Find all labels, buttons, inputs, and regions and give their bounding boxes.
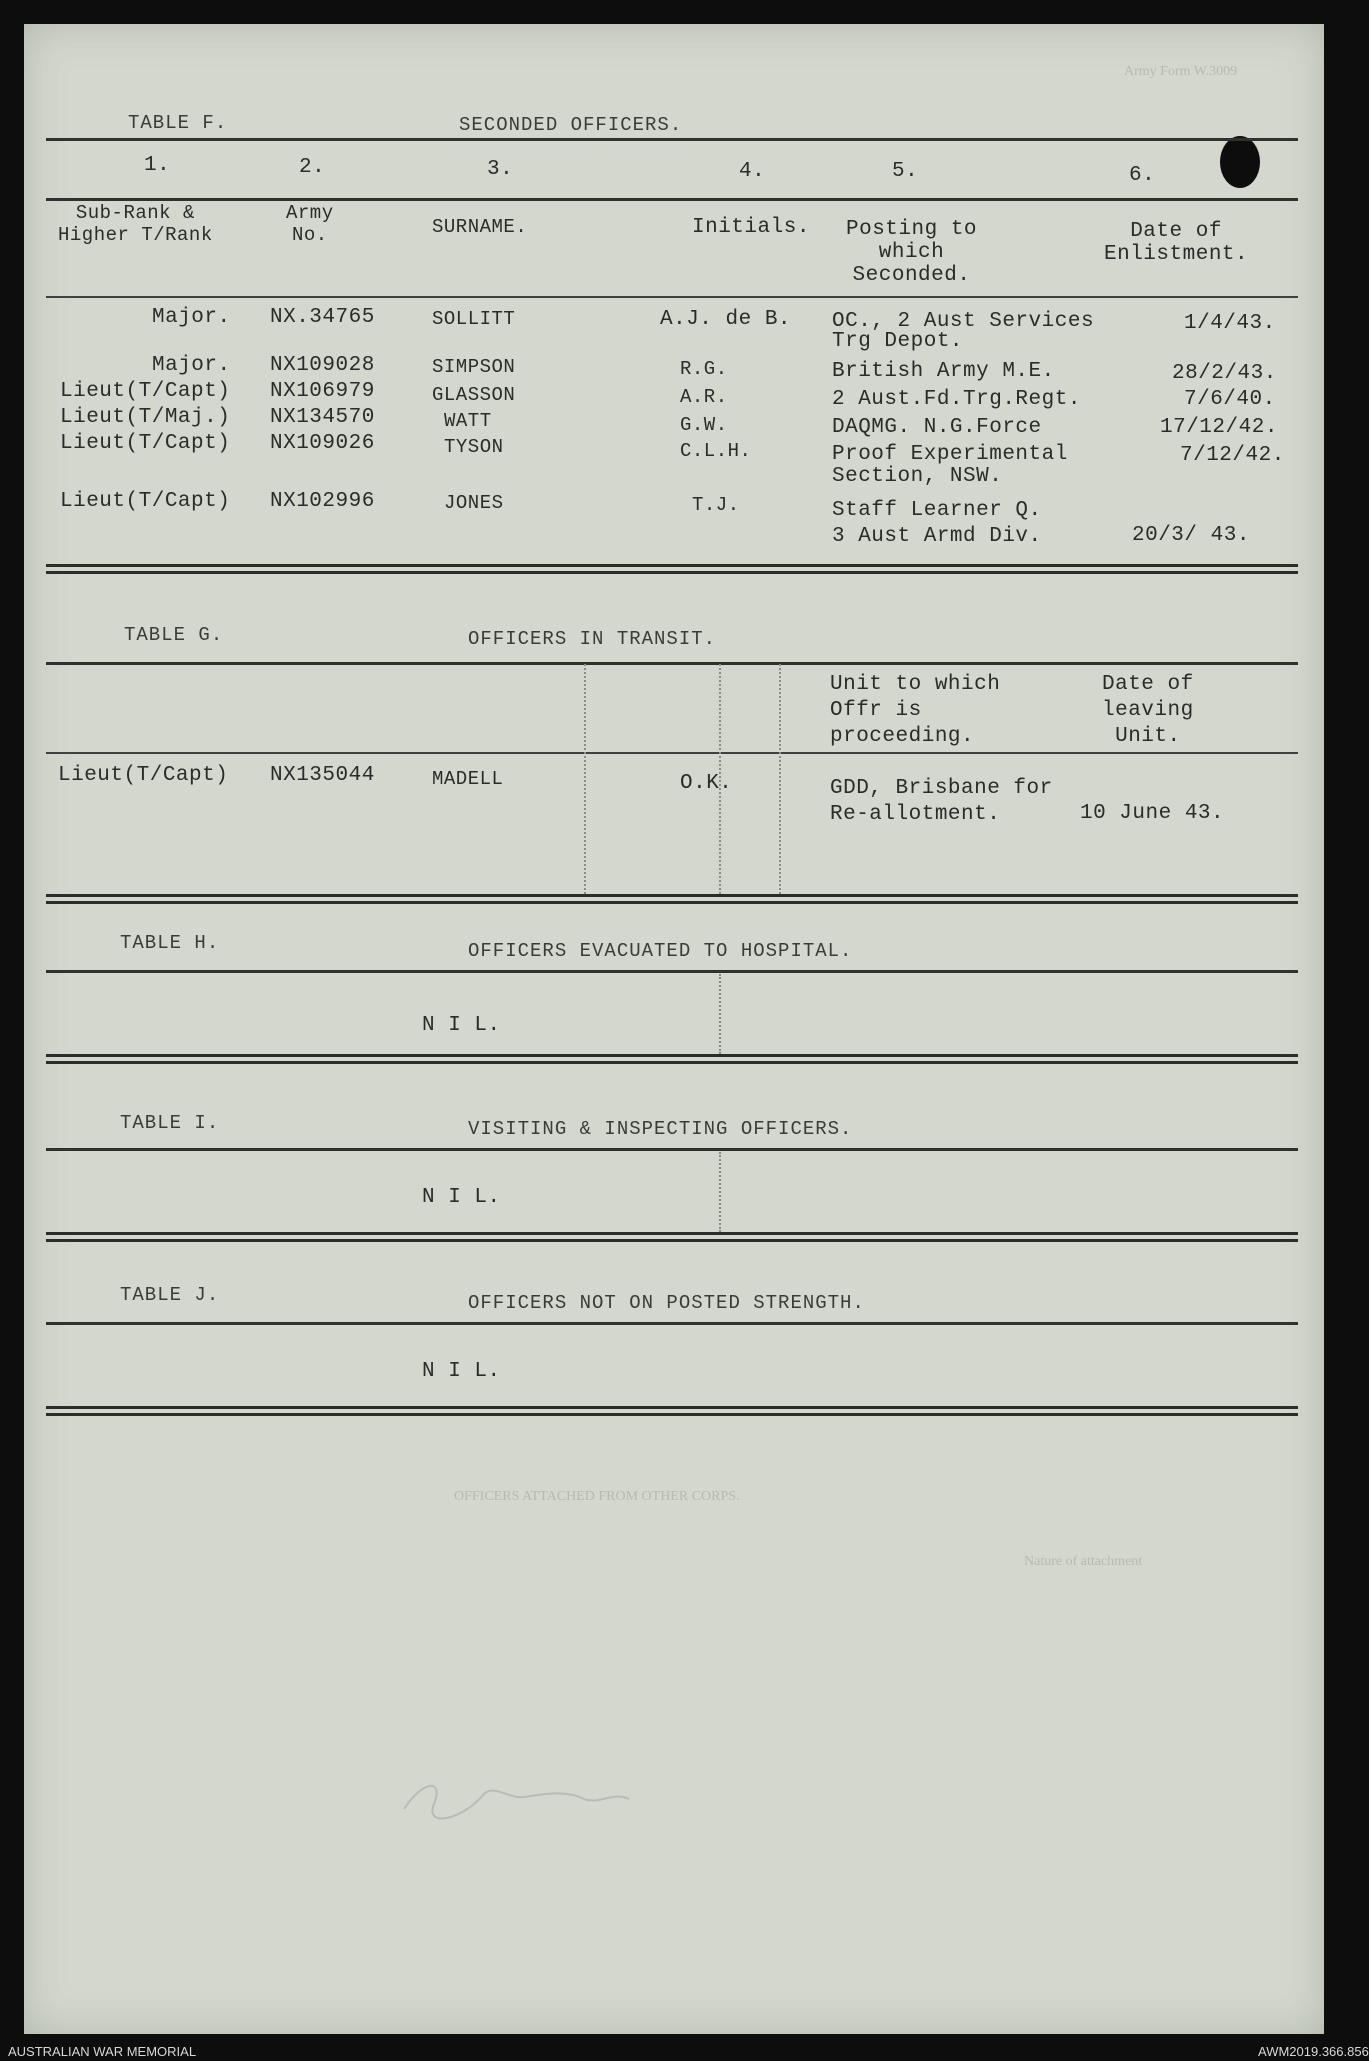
table-j-title: TABLE J. [120,1284,220,1306]
table-i-heading: VISITING & INSPECTING OFFICERS. [468,1118,853,1140]
row-initials: T.J. [692,494,740,516]
table-j-heading: OFFICERS NOT ON POSTED STRENGTH. [468,1292,865,1314]
col-number-2: 2. [299,156,326,179]
double-rule [46,1232,1298,1242]
row-rank: Lieut(T/Capt) [58,764,229,787]
column-guide [719,664,721,894]
row-surname: SOLLITT [432,308,516,330]
row-army-no: NX109028 [270,354,375,377]
row-date: 7/12/42. [1180,444,1285,467]
bleed-through-text: OFFICERS ATTACHED FROM OTHER CORPS. [454,1489,740,1504]
col-header-rank: Sub-Rank & Higher T/Rank [58,202,213,246]
double-rule [46,564,1298,574]
double-rule [46,1406,1298,1416]
row-posting: OC., 2 Aust Services Trg Depot. [832,310,1095,353]
row-rank: Lieut(T/Maj.) [60,406,231,429]
row-posting: Proof Experimental Section, NSW. [832,443,1068,488]
footer-accession: AWM2019.366.856 [1258,2044,1369,2059]
signature [394,1769,634,1829]
double-rule [46,894,1298,904]
column-guide [779,664,781,894]
table-h-title: TABLE H. [120,932,220,954]
rule [46,198,1298,201]
row-army-no: NX.34765 [270,306,375,329]
row-surname: TYSON [444,436,504,458]
rule [46,970,1298,973]
column-guide [584,664,586,894]
row-rank: Major. [152,306,231,329]
row-initials: O.K. [680,772,733,795]
row-surname: GLASSON [432,384,516,406]
row-initials: R.G. [680,358,728,380]
table-f-heading: SECONDED OFFICERS. [459,114,683,136]
row-initials: A.J. de B. [660,308,792,331]
table-h-nil: N I L. [422,1014,501,1037]
col-header-initials: Initials. [692,216,810,239]
row-posting: DAQMG. N.G.Force [832,416,1042,439]
row-surname: MADELL [432,768,504,790]
row-date: 1/4/43. [1184,312,1276,335]
rule [46,138,1298,141]
row-initials: G.W. [680,414,728,436]
row-surname: SIMPSON [432,356,516,378]
column-guide [719,974,721,1054]
col-header-leaving-date: Date of leaving Unit. [1102,673,1194,748]
col-header-enlistment: Date of Enlistment. [1104,220,1249,266]
column-guide [719,1152,721,1232]
row-army-no: NX109026 [270,432,375,455]
row-rank: Lieut(T/Capt) [60,432,231,455]
row-army-no: NX134570 [270,406,375,429]
row-date: 7/6/40. [1184,388,1276,411]
row-posting: British Army M.E. [832,360,1055,383]
row-surname: JONES [444,492,504,514]
col-header-posting: Posting to which Seconded. [846,218,978,287]
table-g-title: TABLE G. [124,624,224,646]
row-army-no: NX102996 [270,490,375,513]
rule [46,296,1298,298]
double-rule [46,1054,1298,1064]
document-page [24,24,1324,2034]
rule [46,1322,1298,1325]
row-initials: C.L.H. [680,440,752,462]
col-number-6: 6. [1129,164,1156,187]
row-army-no: NX106979 [270,380,375,403]
footer-credit: AUSTRALIAN WAR MEMORIAL [8,2044,197,2059]
table-j-nil: N I L. [422,1360,501,1383]
rule [46,662,1298,665]
row-posting: 2 Aust.Fd.Trg.Regt. [832,388,1081,411]
row-date: 10 June 43. [1080,802,1225,825]
row-posting: Staff Learner Q. 3 Aust Armd Div. [832,499,1042,548]
punch-hole [1220,136,1260,188]
col-number-5: 5. [892,160,919,183]
row-rank: Major. [152,354,231,377]
table-f-title: TABLE F. [128,112,228,134]
row-date: 20/3/ 43. [1132,524,1250,547]
col-number-1: 1. [144,154,171,177]
table-i-nil: N I L. [422,1186,501,1209]
row-rank: Lieut(T/Capt) [60,490,231,513]
row-initials: A.R. [680,386,728,408]
col-header-surname: SURNAME. [432,216,528,238]
bleed-through-text: Nature of attachment [1024,1554,1143,1569]
rule [46,752,1298,754]
bleed-through-text: Army Form W.3009 [1124,64,1238,79]
table-i-title: TABLE I. [120,1112,220,1134]
table-h-heading: OFFICERS EVACUATED TO HOSPITAL. [468,940,853,962]
row-date: 17/12/42. [1160,416,1278,439]
row-surname: WATT [444,410,492,432]
table-g-heading: OFFICERS IN TRANSIT. [468,628,717,650]
row-date: 28/2/43. [1172,362,1277,385]
row-unit: GDD, Brisbane for Re-allotment. [830,777,1053,826]
col-header-unit: Unit to which Offr is proceeding. [830,673,1001,748]
col-number-4: 4. [739,160,766,183]
row-rank: Lieut(T/Capt) [60,380,231,403]
rule [46,1148,1298,1151]
col-header-army-no: Army No. [286,202,334,246]
row-army-no: NX135044 [270,764,375,787]
col-number-3: 3. [487,158,514,181]
